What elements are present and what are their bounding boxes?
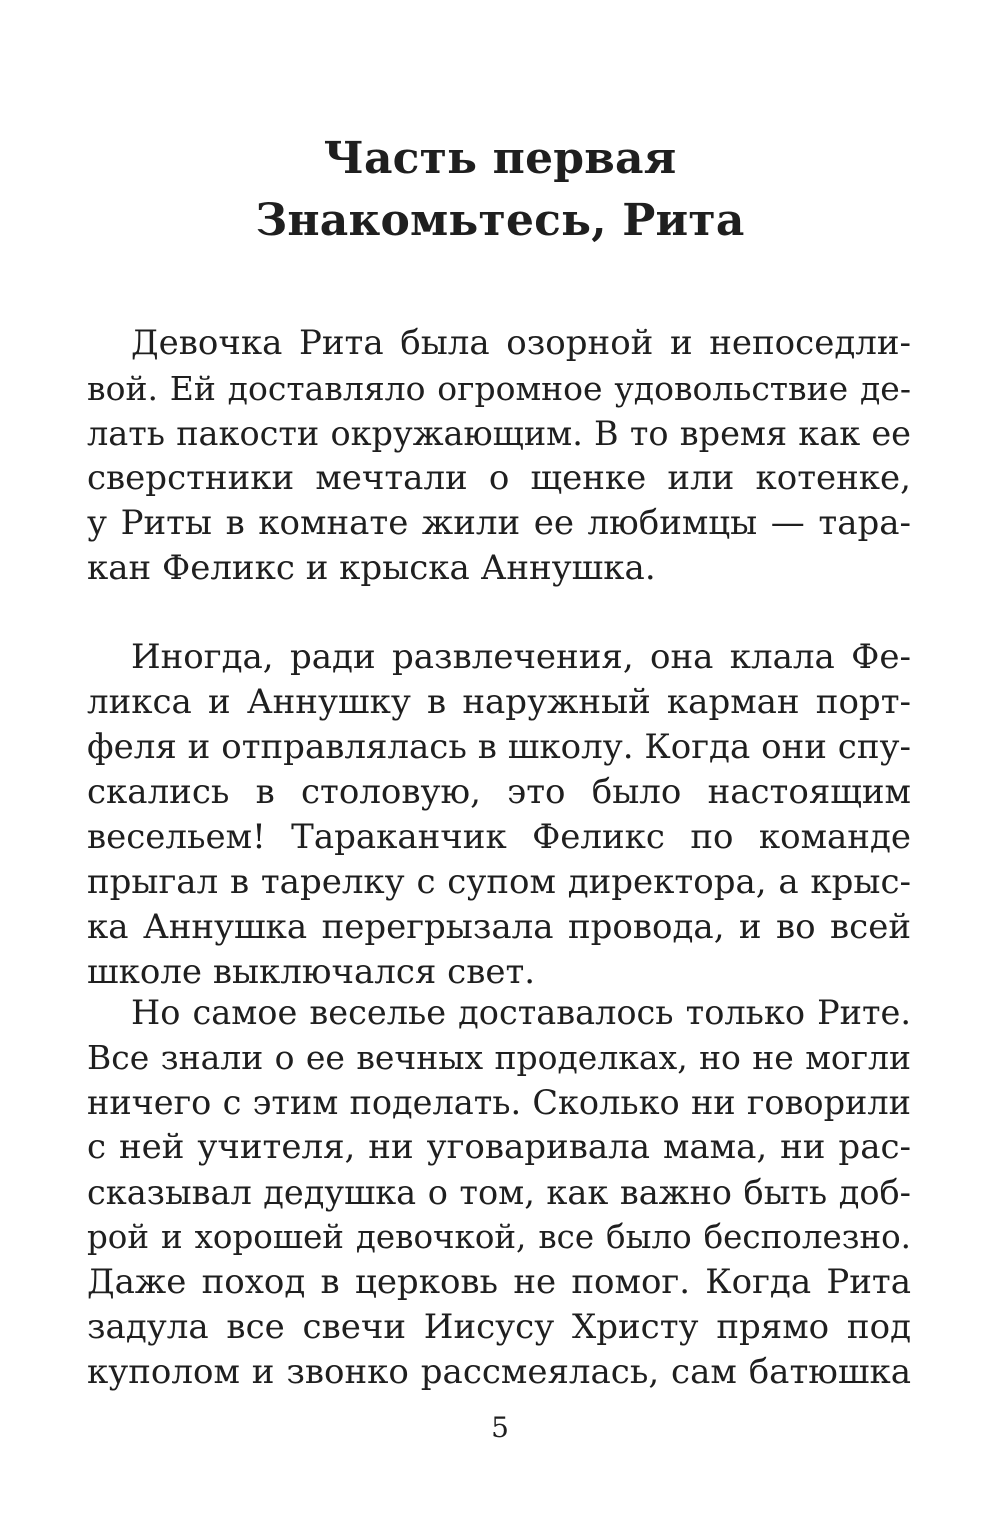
chapter-title [0,128,1000,252]
text-line: Но самое веселье доставалось только Рите. [131,993,911,1032]
paragraph-2 [87,635,911,995]
text-line: с ней учителя, ни уговаривала мама, ни рас- [87,1127,911,1167]
text-line: вой. Ей доставляло огромное удовольствие де- [87,369,911,408]
text-line: Иногда, ради развлечения, она клала Фе- [131,637,911,677]
text-line: сверстники мечтали о щенке или котенке, [87,458,911,498]
text-line: у Риты в комнате жили ее любимцы — тара- [87,503,911,543]
text-line: школе выключался свет. [87,952,536,992]
text-line: лать пакости окружающим. В то время как ее [87,414,911,453]
text-line: кан Феликс и крыска Аннушка. [87,548,656,588]
chapter-title-line-1: Часть первая [323,133,677,184]
chapter-title-line-2: Знакомьтесь, Рита [255,195,745,246]
text-line: ничего с этим поделать. Сколько ни говорили [87,1083,911,1122]
page-number: 5 [491,1411,509,1444]
paragraph-3 [87,990,911,1395]
text-line: Все знали о ее вечных проделках, но не могли [87,1038,911,1077]
text-line: весельем! Тараканчик Феликс по команде [87,817,911,857]
text-line: прыгал в тарелку с супом директора, а крыс- [87,862,911,902]
text-line: Девочка Рита была озорной и непоседли- [131,323,911,363]
text-line: феля и отправлялась в школу. Когда они спу- [87,727,911,767]
text-line: Даже поход в церковь не помог. Когда Рита [87,1262,911,1302]
text-line: рой и хорошей девочкой, все было бесполезно. [87,1218,911,1256]
text-line: куполом и звонко рассмеялась, сам батюшка [87,1352,911,1392]
text-line: ликса и Аннушку в наружный карман порт- [87,682,911,722]
text-line: сказывал дедушка о том, как важно быть доб- [87,1173,911,1212]
paragraph-1 [87,321,911,591]
text-line: ка Аннушка перегрызала провода, и во всей [87,907,911,947]
text-line: скались в столовую, это было настоящим [87,772,911,812]
text-line: задула все свечи Иисусу Христу прямо под [87,1307,911,1347]
